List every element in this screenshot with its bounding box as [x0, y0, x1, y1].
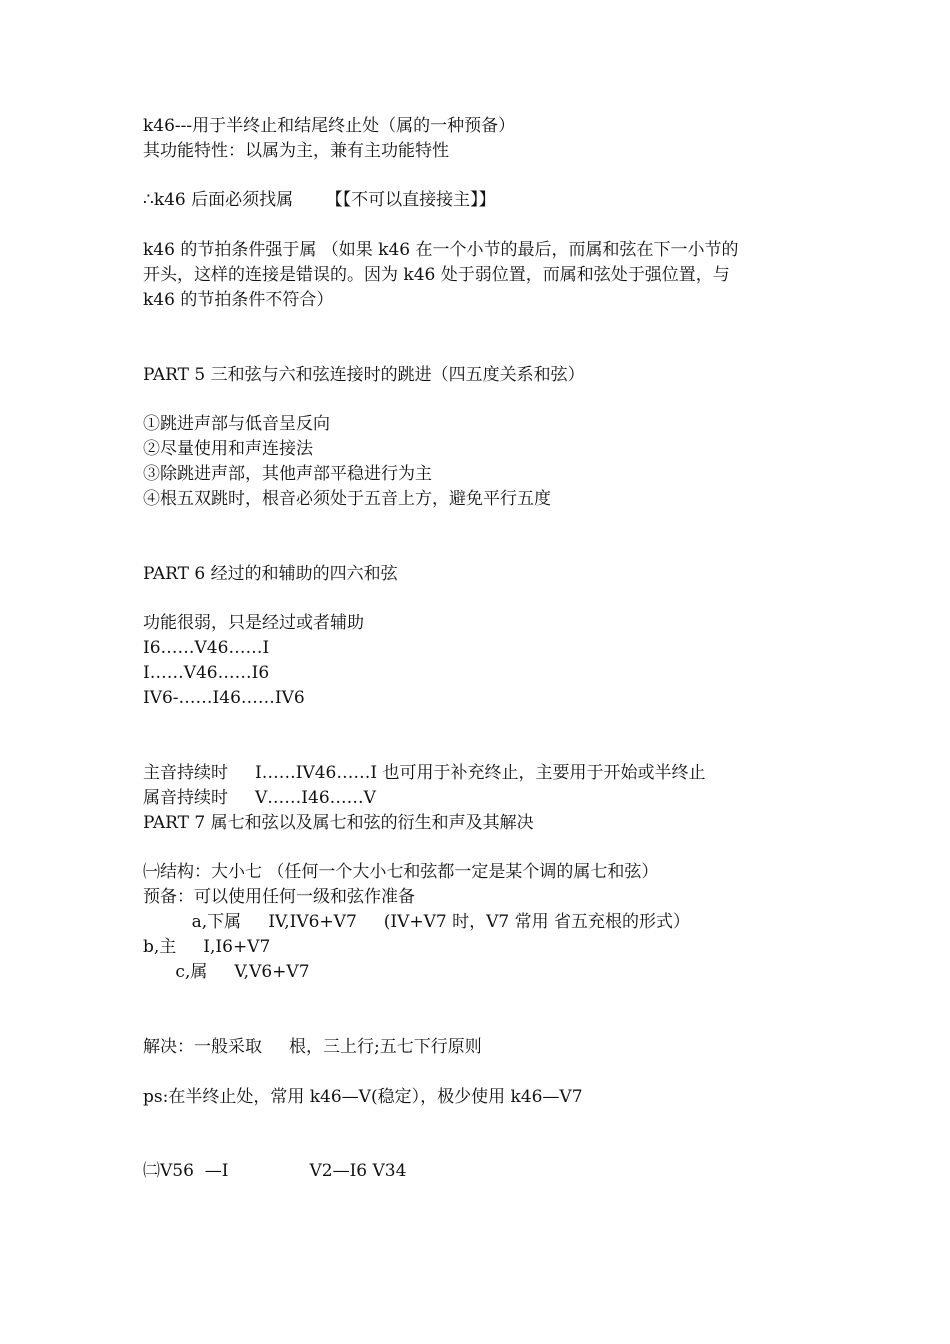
text-line-dominant: c,属 V,V6+V7	[143, 962, 310, 982]
text-line-structure: ㈠结构：大小七 （任何一个大小七和弦都一定是某个调的属七和弦）	[143, 862, 659, 882]
list-item-3: ③除跳进声部，其他声部平稳进行为主	[143, 464, 432, 484]
progression-line-2: I……V46……I6	[143, 663, 270, 683]
text-line-v56: ㈡V56 —I V2—I6 V34	[143, 1161, 407, 1181]
text-line-beat-condition-3: k46 的节拍条件不符合）	[143, 290, 334, 310]
text-line-function-trait: 其功能特性：以属为主，兼有主功能特性	[143, 141, 449, 161]
heading-part-5: PART 5 三和弦与六和弦连接时的跳进（四五度关系和弦）	[143, 365, 585, 385]
text-line-must-find-dominant: ∴k46 后面必须找属 【【不可以直接接主】】	[143, 190, 496, 210]
text-line-preparation: 预备：可以使用任何一级和弦作准备	[143, 887, 415, 907]
text-line-tonic-pedal: 主音持续时 I……IV46……I 也可用于补充终止，主要用于开始或半终止	[143, 763, 706, 783]
list-item-2: ②尽量使用和声连接法	[143, 439, 313, 459]
text-line-k46-usage: k46---用于半终止和结尾终止处（属的一种预备）	[143, 116, 516, 136]
progression-line-1: I6……V46……I	[143, 638, 270, 658]
list-item-4: ④根五双跳时，根音必须处于五音上方，避免平行五度	[143, 489, 551, 509]
text-line-tonic: b,主 I,I6+V7	[143, 937, 271, 957]
text-line-beat-condition-2: 开头，这样的连接是错误的。因为 k46 处于弱位置，而属和弦处于强位置，与	[143, 265, 730, 285]
text-line-ps-note: ps:在半终止处，常用 k46—V(稳定），极少使用 k46—V7	[143, 1087, 583, 1107]
text-line-weak-function: 功能很弱，只是经过或者辅助	[143, 613, 364, 633]
text-line-beat-condition: k46 的节拍条件强于属 （如果 k46 在一个小节的最后，而属和弦在下一小节的	[143, 240, 739, 260]
text-line-dominant-pedal: 属音持续时 V……I46……V	[143, 788, 376, 808]
list-item-1: ①跳进声部与低音呈反向	[143, 414, 330, 434]
heading-part-7: PART 7 属七和弦以及属七和弦的衍生和声及其解决	[143, 813, 534, 833]
text-line-resolution: 解决：一般采取 根，三上行;五七下行原则	[143, 1037, 482, 1057]
text-line-subdominant: a,下属 IV,IV6+V7 (IV+V7 时，V7 常用 省五充根的形式）	[143, 912, 691, 932]
heading-part-6: PART 6 经过的和辅助的四六和弦	[143, 564, 398, 584]
progression-line-3: IV6-……I46……IV6	[143, 688, 305, 708]
